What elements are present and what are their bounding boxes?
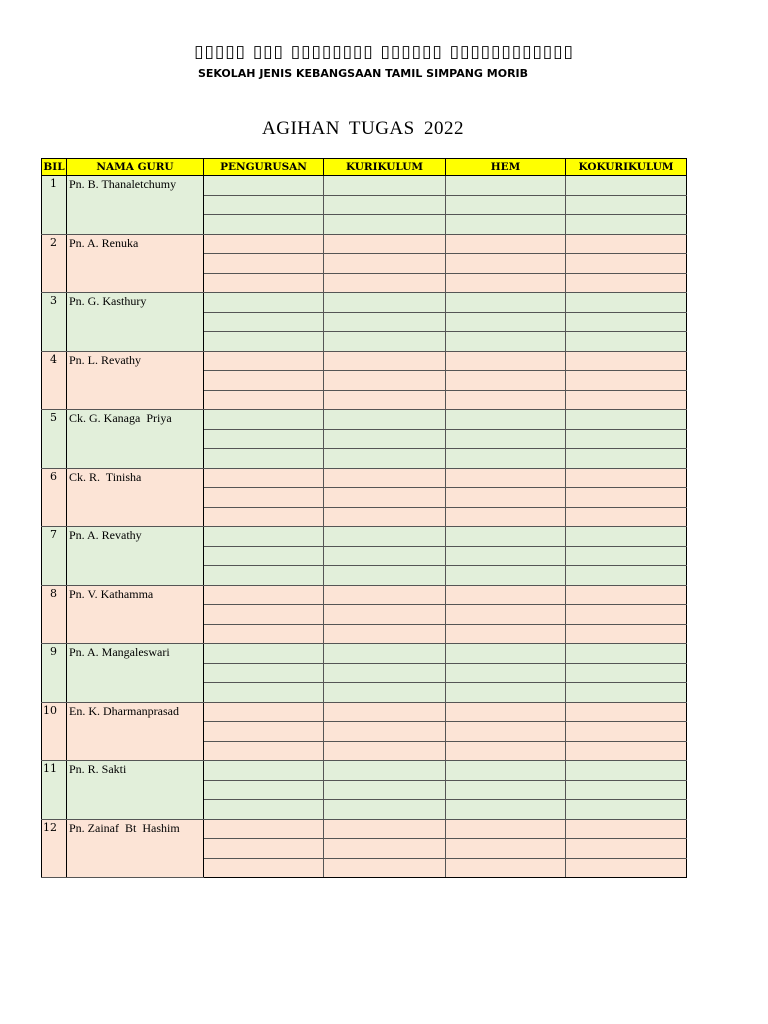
column-header-kokurikulum: KOKURIKULUM xyxy=(566,159,687,176)
hem-cell[interactable] xyxy=(446,819,566,839)
hem-cell[interactable] xyxy=(446,215,566,235)
pengurusan-cell[interactable] xyxy=(204,371,324,391)
kokurikulum-cell[interactable] xyxy=(566,254,687,274)
hem-cell[interactable] xyxy=(446,800,566,820)
hem-cell[interactable] xyxy=(446,527,566,547)
kokurikulum-cell[interactable] xyxy=(566,839,687,859)
kokurikulum-cell[interactable] xyxy=(566,507,687,527)
column-header-nama-guru: NAMA GURU xyxy=(67,159,204,176)
kurikulum-cell[interactable] xyxy=(324,449,446,469)
hem-cell[interactable] xyxy=(446,351,566,371)
pengurusan-cell[interactable] xyxy=(204,488,324,508)
kokurikulum-cell[interactable] xyxy=(566,546,687,566)
hem-cell[interactable] xyxy=(446,273,566,293)
kokurikulum-cell[interactable] xyxy=(566,176,687,196)
hem-cell[interactable] xyxy=(446,663,566,683)
kurikulum-cell[interactable] xyxy=(324,819,446,839)
pengurusan-cell[interactable] xyxy=(204,507,324,527)
pengurusan-cell[interactable] xyxy=(204,273,324,293)
pengurusan-cell[interactable] xyxy=(204,858,324,878)
pengurusan-cell[interactable] xyxy=(204,293,324,313)
teacher-name-cell: Pn. Zainaf Bt Hashim xyxy=(67,819,204,878)
hem-cell[interactable] xyxy=(446,371,566,391)
kokurikulum-cell[interactable] xyxy=(566,800,687,820)
kurikulum-cell[interactable] xyxy=(324,176,446,196)
kokurikulum-cell[interactable] xyxy=(566,234,687,254)
school-name-tamil: ▯▯▯▯▯ ▯▯▯ ▯▯▯▯▯▯▯▯ ▯▯▯▯▯▯ ▯▯▯▯▯▯▯▯▯▯▯▯ xyxy=(194,42,574,62)
kurikulum-cell[interactable] xyxy=(324,585,446,605)
table-header-row xyxy=(42,159,687,176)
table-row xyxy=(42,819,687,839)
kurikulum-cell[interactable] xyxy=(324,371,446,391)
bil-cell: 3 xyxy=(42,293,67,352)
kurikulum-cell[interactable] xyxy=(324,605,446,625)
teacher-name-cell: En. K. Dharmanprasad xyxy=(67,702,204,761)
kurikulum-cell[interactable] xyxy=(324,468,446,488)
pengurusan-cell[interactable] xyxy=(204,761,324,781)
teacher-name-cell: Pn. R. Sakti xyxy=(67,761,204,820)
hem-cell[interactable] xyxy=(446,429,566,449)
kurikulum-cell[interactable] xyxy=(324,644,446,664)
hem-cell[interactable] xyxy=(446,390,566,410)
kurikulum-cell[interactable] xyxy=(324,741,446,761)
table-row xyxy=(42,351,687,371)
table-row xyxy=(42,234,687,254)
teacher-name-cell: Ck. R. Tinisha xyxy=(67,468,204,527)
document-title: AGIHAN TUGAS 2022 xyxy=(262,118,464,139)
pengurusan-cell[interactable] xyxy=(204,234,324,254)
pengurusan-cell[interactable] xyxy=(204,566,324,586)
kurikulum-cell[interactable] xyxy=(324,429,446,449)
bil-cell: 5 xyxy=(42,410,67,469)
hem-cell[interactable] xyxy=(446,234,566,254)
teacher-name-cell: Pn. V. Kathamma xyxy=(67,585,204,644)
bil-cell: 4 xyxy=(42,351,67,410)
bil-cell: 10 xyxy=(42,702,67,761)
hem-cell[interactable] xyxy=(446,410,566,430)
kurikulum-cell[interactable] xyxy=(324,527,446,547)
hem-cell[interactable] xyxy=(446,176,566,196)
kurikulum-cell[interactable] xyxy=(324,215,446,235)
hem-cell[interactable] xyxy=(446,488,566,508)
hem-cell[interactable] xyxy=(446,254,566,274)
table-body xyxy=(42,176,687,878)
teacher-name-cell: Pn. A. Mangaleswari xyxy=(67,644,204,703)
kurikulum-cell[interactable] xyxy=(324,702,446,722)
kokurikulum-cell[interactable] xyxy=(566,585,687,605)
kurikulum-cell[interactable] xyxy=(324,761,446,781)
pengurusan-cell[interactable] xyxy=(204,605,324,625)
kurikulum-cell[interactable] xyxy=(324,410,446,430)
kokurikulum-cell[interactable] xyxy=(566,332,687,352)
kokurikulum-cell[interactable] xyxy=(566,390,687,410)
hem-cell[interactable] xyxy=(446,702,566,722)
duty-assignment-table xyxy=(41,158,687,878)
kokurikulum-cell[interactable] xyxy=(566,819,687,839)
kokurikulum-cell[interactable] xyxy=(566,273,687,293)
table-row xyxy=(42,761,687,781)
hem-cell[interactable] xyxy=(446,644,566,664)
kokurikulum-cell[interactable] xyxy=(566,312,687,332)
kurikulum-cell[interactable] xyxy=(324,254,446,274)
kurikulum-cell[interactable] xyxy=(324,624,446,644)
pengurusan-cell[interactable] xyxy=(204,429,324,449)
kokurikulum-cell[interactable] xyxy=(566,488,687,508)
bil-cell: 7 xyxy=(42,527,67,586)
hem-cell[interactable] xyxy=(446,312,566,332)
pengurusan-cell[interactable] xyxy=(204,351,324,371)
pengurusan-cell[interactable] xyxy=(204,546,324,566)
kokurikulum-cell[interactable] xyxy=(566,195,687,215)
kokurikulum-cell[interactable] xyxy=(566,527,687,547)
kokurikulum-cell[interactable] xyxy=(566,215,687,235)
table-row xyxy=(42,293,687,313)
kokurikulum-cell[interactable] xyxy=(566,702,687,722)
hem-cell[interactable] xyxy=(446,605,566,625)
hem-cell[interactable] xyxy=(446,761,566,781)
kokurikulum-cell[interactable] xyxy=(566,624,687,644)
kokurikulum-cell[interactable] xyxy=(566,663,687,683)
hem-cell[interactable] xyxy=(446,741,566,761)
pengurusan-cell[interactable] xyxy=(204,741,324,761)
kokurikulum-cell[interactable] xyxy=(566,293,687,313)
table-row xyxy=(42,644,687,664)
pengurusan-cell[interactable] xyxy=(204,839,324,859)
bil-cell: 1 xyxy=(42,176,67,235)
hem-cell[interactable] xyxy=(446,566,566,586)
kokurikulum-cell[interactable] xyxy=(566,371,687,391)
kurikulum-cell[interactable] xyxy=(324,293,446,313)
pengurusan-cell[interactable] xyxy=(204,332,324,352)
bil-cell: 12 xyxy=(42,819,67,878)
pengurusan-cell[interactable] xyxy=(204,663,324,683)
kokurikulum-cell[interactable] xyxy=(566,449,687,469)
bil-cell: 8 xyxy=(42,585,67,644)
kokurikulum-cell[interactable] xyxy=(566,566,687,586)
pengurusan-cell[interactable] xyxy=(204,468,324,488)
teacher-name-cell: Pn. A. Renuka xyxy=(67,234,204,293)
kurikulum-cell[interactable] xyxy=(324,839,446,859)
hem-cell[interactable] xyxy=(446,839,566,859)
hem-cell[interactable] xyxy=(446,683,566,703)
hem-cell[interactable] xyxy=(446,546,566,566)
kurikulum-cell[interactable] xyxy=(324,683,446,703)
kurikulum-cell[interactable] xyxy=(324,566,446,586)
kurikulum-cell[interactable] xyxy=(324,195,446,215)
teacher-name-cell: Pn. G. Kasthury xyxy=(67,293,204,352)
column-header-pengurusan: PENGURUSAN xyxy=(204,159,324,176)
kokurikulum-cell[interactable] xyxy=(566,780,687,800)
pengurusan-cell[interactable] xyxy=(204,449,324,469)
table-row xyxy=(42,702,687,722)
pengurusan-cell[interactable] xyxy=(204,390,324,410)
hem-cell[interactable] xyxy=(446,468,566,488)
hem-cell[interactable] xyxy=(446,585,566,605)
pengurusan-cell[interactable] xyxy=(204,527,324,547)
hem-cell[interactable] xyxy=(446,722,566,742)
kurikulum-cell[interactable] xyxy=(324,546,446,566)
bil-cell: 6 xyxy=(42,468,67,527)
hem-cell[interactable] xyxy=(446,332,566,352)
teacher-name-cell: Pn. B. Thanaletchumy xyxy=(67,176,204,235)
kurikulum-cell[interactable] xyxy=(324,234,446,254)
kokurikulum-cell[interactable] xyxy=(566,410,687,430)
kokurikulum-cell[interactable] xyxy=(566,761,687,781)
kokurikulum-cell[interactable] xyxy=(566,858,687,878)
kokurikulum-cell[interactable] xyxy=(566,741,687,761)
pengurusan-cell[interactable] xyxy=(204,312,324,332)
kurikulum-cell[interactable] xyxy=(324,488,446,508)
teacher-name-cell: Pn. L. Revathy xyxy=(67,351,204,410)
kokurikulum-cell[interactable] xyxy=(566,429,687,449)
pengurusan-cell[interactable] xyxy=(204,410,324,430)
bil-cell: 11 xyxy=(42,761,67,820)
pengurusan-cell[interactable] xyxy=(204,624,324,644)
pengurusan-cell[interactable] xyxy=(204,722,324,742)
hem-cell[interactable] xyxy=(446,449,566,469)
table-row xyxy=(42,585,687,605)
kurikulum-cell[interactable] xyxy=(324,332,446,352)
hem-cell[interactable] xyxy=(446,195,566,215)
kurikulum-cell[interactable] xyxy=(324,273,446,293)
pengurusan-cell[interactable] xyxy=(204,780,324,800)
school-name: SEKOLAH JENIS KEBANGSAAN TAMIL SIMPANG MORIB xyxy=(197,67,529,80)
hem-cell[interactable] xyxy=(446,858,566,878)
pengurusan-cell[interactable] xyxy=(204,819,324,839)
pengurusan-cell[interactable] xyxy=(204,800,324,820)
kokurikulum-cell[interactable] xyxy=(566,468,687,488)
table-row xyxy=(42,527,687,547)
teacher-name-cell: Pn. A. Revathy xyxy=(67,527,204,586)
teacher-name-cell: Ck. G. Kanaga Priya xyxy=(67,410,204,469)
column-header-hem: HEM xyxy=(446,159,566,176)
pengurusan-cell[interactable] xyxy=(204,176,324,196)
kurikulum-cell[interactable] xyxy=(324,722,446,742)
hem-cell[interactable] xyxy=(446,293,566,313)
kurikulum-cell[interactable] xyxy=(324,858,446,878)
pengurusan-cell[interactable] xyxy=(204,254,324,274)
kokurikulum-cell[interactable] xyxy=(566,683,687,703)
kurikulum-cell[interactable] xyxy=(324,312,446,332)
table-row xyxy=(42,468,687,488)
kurikulum-cell[interactable] xyxy=(324,663,446,683)
hem-cell[interactable] xyxy=(446,507,566,527)
kokurikulum-cell[interactable] xyxy=(566,644,687,664)
kokurikulum-cell[interactable] xyxy=(566,605,687,625)
pengurusan-cell[interactable] xyxy=(204,195,324,215)
table-row xyxy=(42,410,687,430)
kokurikulum-cell[interactable] xyxy=(566,722,687,742)
kurikulum-cell[interactable] xyxy=(324,507,446,527)
kokurikulum-cell[interactable] xyxy=(566,351,687,371)
column-header-bil: BIL xyxy=(42,159,67,176)
kurikulum-cell[interactable] xyxy=(324,800,446,820)
hem-cell[interactable] xyxy=(446,780,566,800)
pengurusan-cell[interactable] xyxy=(204,215,324,235)
hem-cell[interactable] xyxy=(446,624,566,644)
column-header-kurikulum: KURIKULUM xyxy=(324,159,446,176)
bil-cell: 2 xyxy=(42,234,67,293)
kurikulum-cell[interactable] xyxy=(324,390,446,410)
pengurusan-cell[interactable] xyxy=(204,585,324,605)
table-row xyxy=(42,176,687,196)
kurikulum-cell[interactable] xyxy=(324,351,446,371)
pengurusan-cell[interactable] xyxy=(204,644,324,664)
bil-cell: 9 xyxy=(42,644,67,703)
pengurusan-cell[interactable] xyxy=(204,683,324,703)
pengurusan-cell[interactable] xyxy=(204,702,324,722)
kurikulum-cell[interactable] xyxy=(324,780,446,800)
